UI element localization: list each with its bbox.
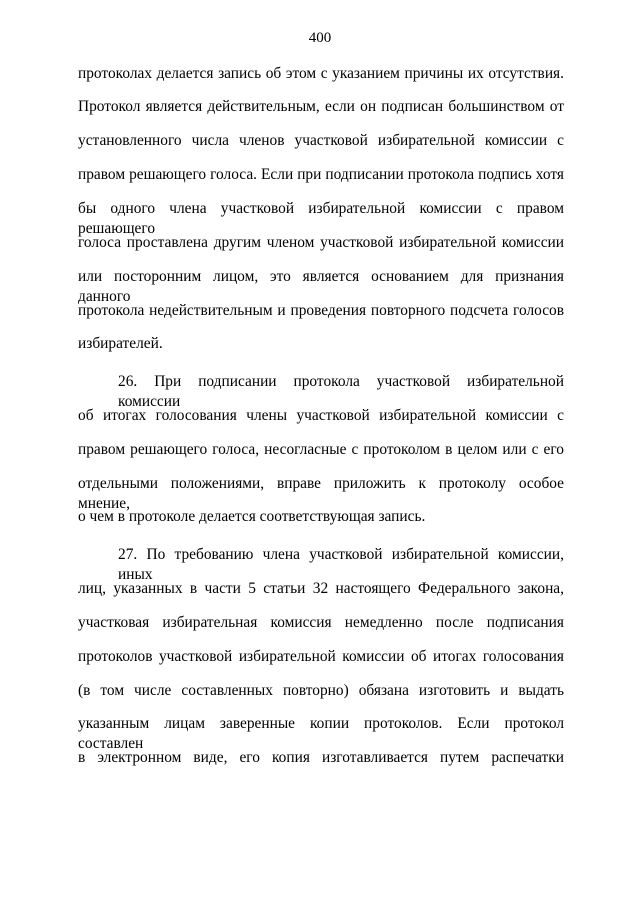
text-line: об итогах голосования члены участковой избирательной комиссии с: [78, 407, 564, 424]
page-number: 400: [308, 30, 332, 46]
text-line: в электронном виде, его копия изготавливается путем распечатки: [78, 749, 564, 766]
text-line: протокола недействительным и проведения повторного подсчета голосов: [78, 302, 564, 319]
text-line: или посторонним лицом, это является основанием для признания данного: [78, 268, 564, 305]
text-line: (в том числе составленных повторно) обязана изготовить и выдать: [78, 682, 564, 699]
text-line: 26. При подписании протокола участковой избирательной комиссии: [118, 373, 564, 410]
text-line: 27. По требованию члена участковой избирательной комиссии, иных: [118, 546, 564, 583]
text-line: Протокол является действительным, если он подписан большинством от: [78, 98, 564, 115]
text-line: протоколах делается запись об этом с указанием причины их отсутствия.: [78, 65, 564, 82]
text-line: о чем в протоколе делается соответствующая запись.: [78, 508, 426, 525]
text-line: протоколов участковой избирательной комиссии об итогах голосования: [78, 648, 564, 665]
text-line: правом решающего голоса, несогласные с протоколом в целом или с его: [78, 441, 564, 458]
text-line: правом решающего голоса. Если при подписании протокола подпись хотя: [78, 166, 564, 183]
text-line: установленного числа членов участковой избирательной комиссии с: [78, 132, 564, 149]
text-line: лиц, указанных в части 5 статьи 32 настоящего Федерального закона,: [78, 580, 564, 597]
text-line: отдельными положениями, вправе приложить к протоколу особое мнение,: [78, 475, 564, 512]
text-line: бы одного члена участковой избирательной комиссии с правом решающего: [78, 200, 564, 237]
text-line: участковая избирательная комиссия немедленно после подписания: [78, 614, 564, 631]
text-line: избирателей.: [78, 335, 163, 352]
text-line: голоса проставлена другим членом участковой избирательной комиссии: [78, 234, 564, 251]
text-line: указанным лицам заверенные копии протоколов. Если протокол составлен: [78, 715, 564, 752]
